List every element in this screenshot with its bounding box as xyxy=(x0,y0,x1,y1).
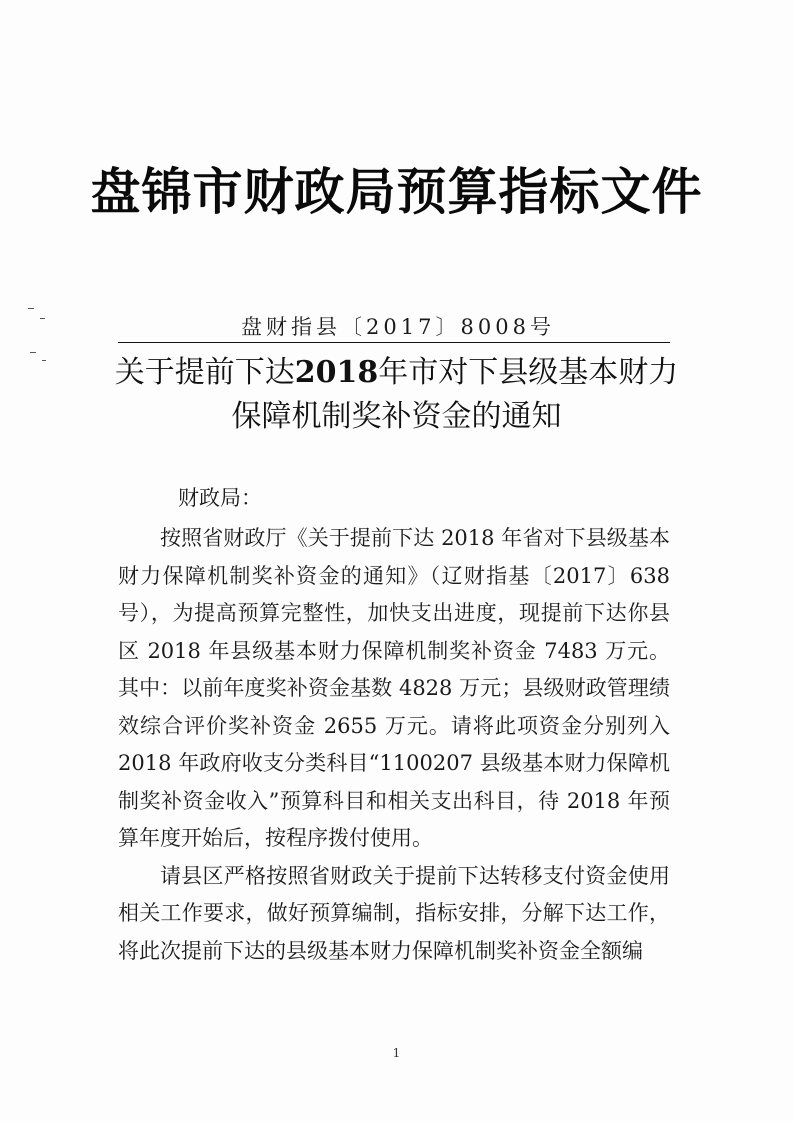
addressee: 财政局： xyxy=(178,486,262,510)
notice-title-part2: 年市对下县级基本财力 xyxy=(378,355,679,390)
document-body xyxy=(118,520,670,970)
notice-title-line2: 保障机制奖补资金的通知 xyxy=(231,399,562,434)
document-number: 盘财指县〔2017〕8008号 xyxy=(241,315,555,339)
notice-title xyxy=(70,351,723,439)
notice-title-year: 2018 xyxy=(294,355,379,390)
body-paragraph-1: 按照省财政厅《关于提前下达 2018 年省对下县级基本财力保障机制奖补资金的通知》（辽财指基〔2017〕638 号），为提高预算完整性，加快支出进度，现提前下达你县区 2018 年县级基本财力保障机制奖补资金 7483 万元。其中：以前年度奖补资金基数 4828 万元；县级财政管理绩效综合评价奖补资金 2655 万元。请将此项资金分别列入 2018 年政府收支分类科目“1100207 县级基本财力保障机制奖补资金收入”预算科目和相关支出科目，待 2018 年预算年度开始后，按程序拨付使用。 xyxy=(118,526,670,850)
header-divider xyxy=(118,342,670,343)
scan-mark xyxy=(28,308,34,309)
scan-mark xyxy=(30,352,36,353)
notice-title-part1: 关于提前下达 xyxy=(114,355,295,390)
body-paragraph-2: 请县区严格按照省财政关于提前下达转移支付资金使用相关工作要求，做好预算编制，指标安排，分解下达工作，将此次提前下达的县级基本财力保障机制奖补资金全额编 xyxy=(118,863,670,963)
document-header-title: 盘锦市财政局预算指标文件 xyxy=(90,163,703,221)
scan-mark xyxy=(40,318,45,319)
scan-mark xyxy=(42,360,46,361)
page-number: 1 xyxy=(392,1046,401,1060)
